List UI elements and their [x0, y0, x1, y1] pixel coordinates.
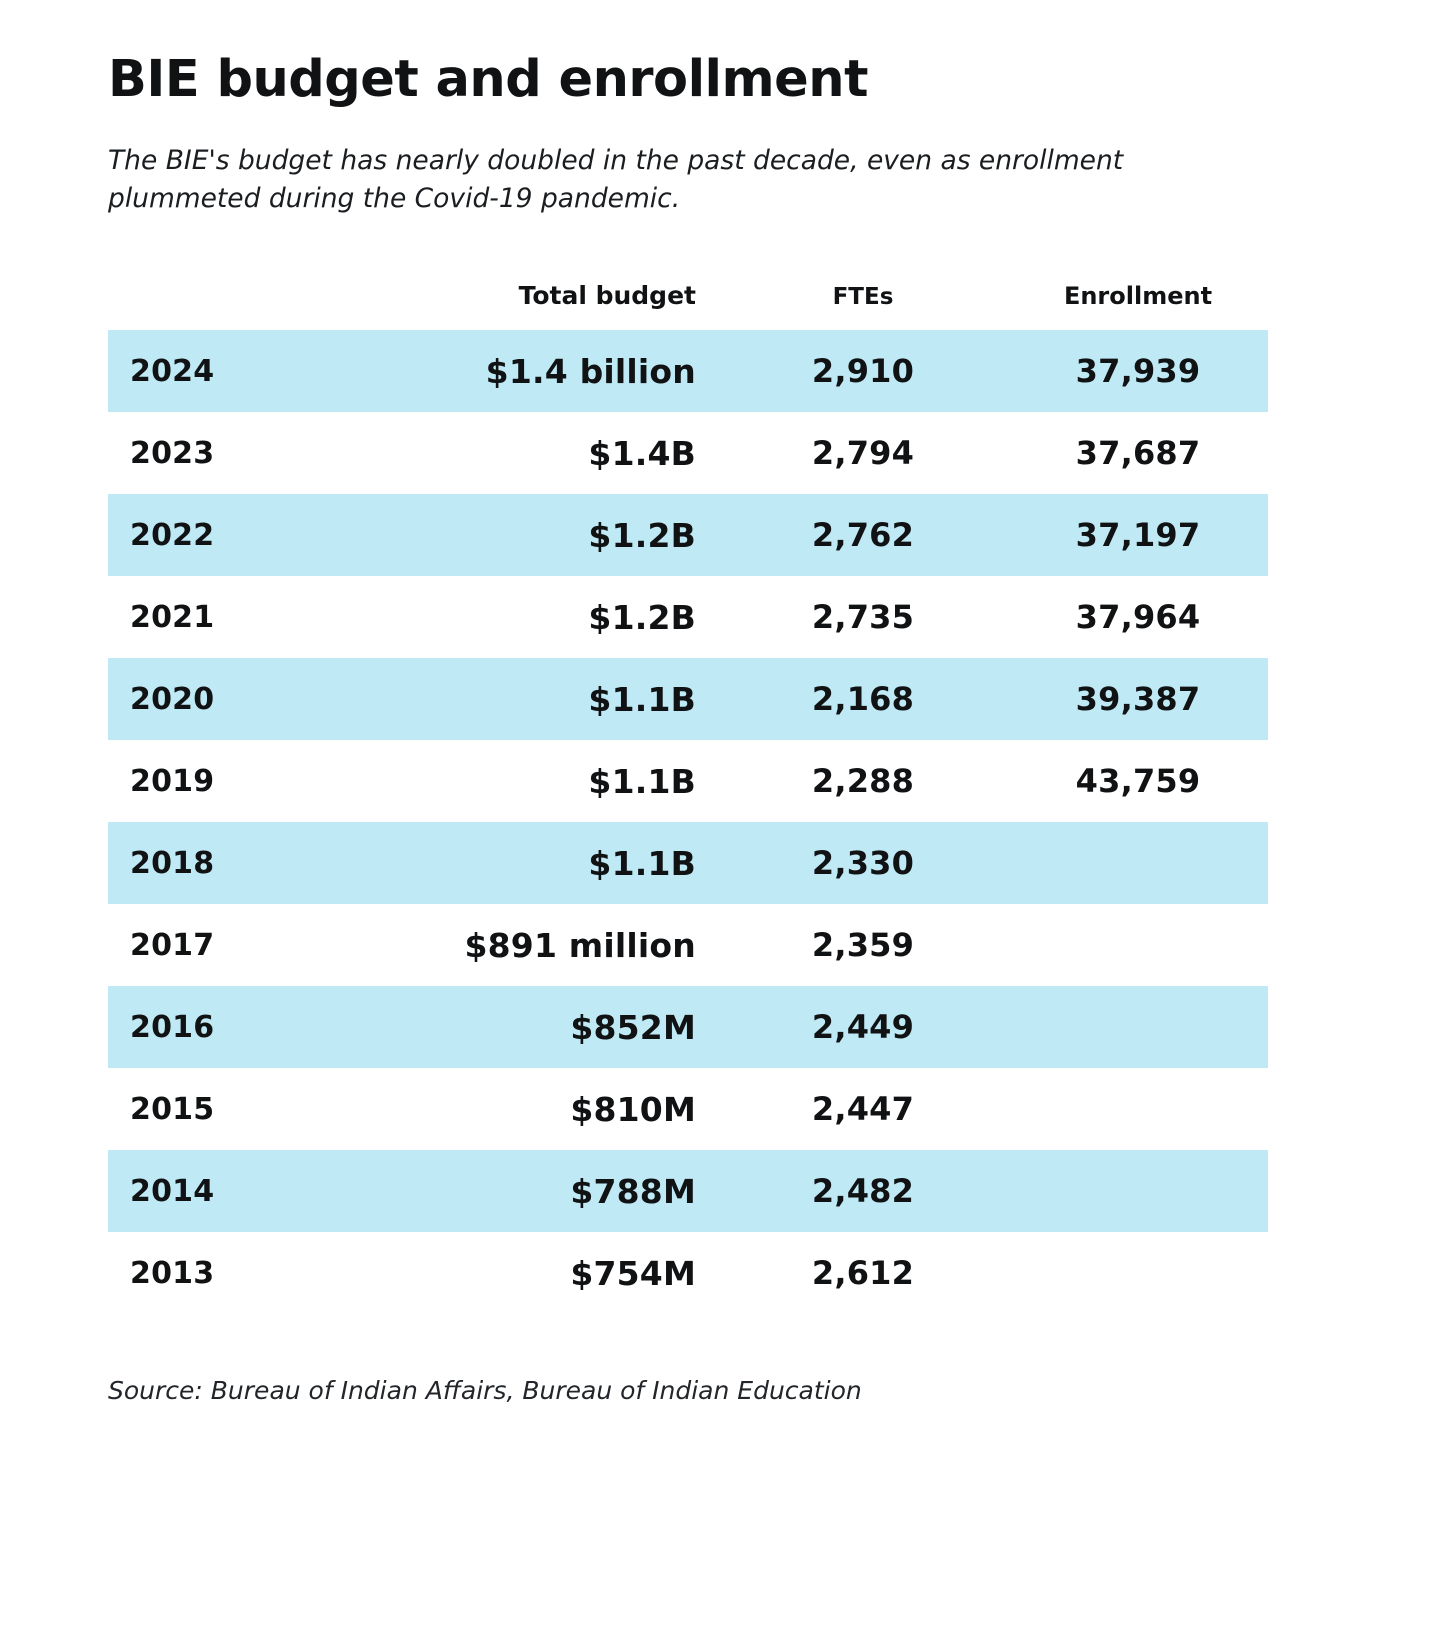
cell-enrollment — [1008, 1232, 1268, 1314]
cell-year: 2014 — [130, 1173, 215, 1209]
cell-total-budget: $810M — [570, 1089, 696, 1129]
cell-total-budget: $1.4B — [588, 433, 696, 473]
table-row — [108, 330, 1268, 412]
table-row — [108, 822, 1268, 904]
cell-total-budget: $754M — [570, 1253, 696, 1293]
cell-ftes: 2,449 — [811, 1008, 915, 1047]
table-row — [108, 658, 1268, 740]
cell-enrollment — [1008, 986, 1268, 1068]
cell-enrollment — [1008, 822, 1268, 904]
cell-enrollment — [1008, 1150, 1268, 1232]
cell-total-budget: $1.4 billion — [485, 351, 696, 391]
table-row — [108, 1150, 1268, 1232]
table-header-row — [108, 281, 1268, 330]
cell-year: 2020 — [130, 681, 215, 717]
table-row — [108, 904, 1268, 986]
cell-year: 2016 — [130, 1009, 215, 1045]
table-row — [108, 494, 1268, 576]
table-row — [108, 740, 1268, 822]
budget-enrollment-table — [108, 281, 1268, 1314]
cell-ftes: 2,447 — [811, 1090, 915, 1129]
cell-enrollment: 37,197 — [1075, 516, 1201, 555]
cell-total-budget: $1.1B — [588, 843, 696, 883]
table-header — [108, 281, 1268, 330]
table-row — [108, 1068, 1268, 1150]
cell-year: 2013 — [130, 1255, 215, 1291]
source-note: Source: Bureau of Indian Affairs, Bureau of Indian Education — [108, 1376, 862, 1406]
table-row — [108, 576, 1268, 658]
cell-year: 2021 — [130, 599, 215, 635]
table-row — [108, 1232, 1268, 1314]
cell-ftes: 2,168 — [811, 680, 915, 719]
cell-year: 2018 — [130, 845, 215, 881]
cell-enrollment — [1008, 1068, 1268, 1150]
cell-total-budget: $788M — [570, 1171, 696, 1211]
cell-ftes: 2,910 — [811, 352, 915, 391]
cell-year: 2023 — [130, 435, 215, 471]
cell-year: 2015 — [130, 1091, 215, 1127]
cell-ftes: 2,762 — [811, 516, 915, 555]
cell-total-budget: $1.1B — [588, 679, 696, 719]
cell-enrollment — [1008, 904, 1268, 986]
cell-total-budget: $1.2B — [588, 597, 696, 637]
page-subtitle: The BIE's budget has nearly doubled in the past decade, even as enrollment plummeted during the Covid-19 pandemic. — [108, 145, 1124, 214]
cell-year: 2022 — [130, 517, 215, 553]
column-header-total-budget: Total budget — [518, 281, 696, 311]
column-header-enrollment: Enrollment — [1063, 282, 1213, 311]
cell-total-budget: $1.1B — [588, 761, 696, 801]
cell-enrollment: 37,687 — [1075, 434, 1201, 473]
cell-total-budget: $891 million — [464, 925, 696, 965]
cell-enrollment: 43,759 — [1075, 762, 1201, 801]
cell-year: 2017 — [130, 927, 215, 963]
table-row — [108, 986, 1268, 1068]
cell-enrollment: 37,964 — [1075, 598, 1201, 637]
table-row — [108, 412, 1268, 494]
cell-year: 2024 — [130, 353, 215, 389]
cell-enrollment: 37,939 — [1075, 352, 1201, 391]
cell-ftes: 2,735 — [811, 598, 915, 637]
page-title: BIE budget and enrollment — [108, 50, 868, 109]
table-body — [108, 330, 1268, 1314]
cell-ftes: 2,288 — [811, 762, 915, 801]
cell-total-budget: $852M — [570, 1007, 696, 1047]
cell-ftes: 2,330 — [811, 844, 915, 883]
cell-total-budget: $1.2B — [588, 515, 696, 555]
column-header-ftes: FTEs — [832, 284, 894, 311]
column-header-year — [108, 281, 398, 330]
cell-year: 2019 — [130, 763, 215, 799]
cell-enrollment: 39,387 — [1075, 680, 1201, 719]
cell-ftes: 2,482 — [811, 1172, 915, 1211]
cell-ftes: 2,612 — [811, 1254, 915, 1293]
cell-ftes: 2,359 — [811, 926, 915, 965]
cell-ftes: 2,794 — [811, 434, 915, 473]
